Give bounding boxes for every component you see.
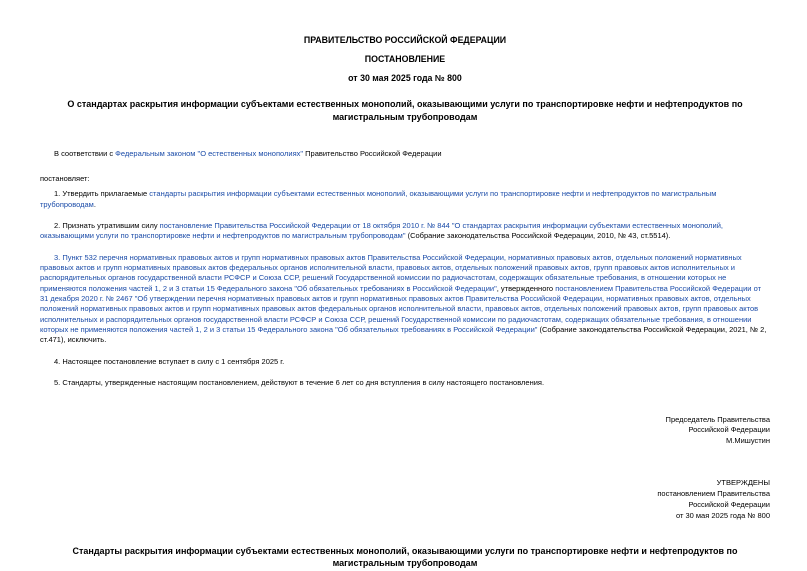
item-3-text-middle: , утвержденного — [496, 283, 556, 293]
item-1-paragraph — [40, 189, 770, 210]
intro-paragraph — [40, 149, 770, 159]
signature-country: Российской Федерации — [688, 425, 770, 435]
item-3-text-after: (Собрание законодательства Российской Федерации, 2021, № 2, ст.471), исключить. — [40, 325, 767, 345]
item-2-text-before: 2. Признать утратившим силу — [54, 221, 160, 231]
standards-link[interactable]: стандарты раскрытия информации субъектами естественных монополий, оказывающими услуги по транспортировке нефти и нефтепродуктов по магистральным трубопроводам — [40, 189, 717, 209]
doc-subject-title: О стандартах раскрытия информации субъектами естественных монополий, оказывающими услуги по транспортировке нефти и нефтепродуктов по магистральным трубопроводам — [67, 99, 743, 122]
approval-stamp-block — [40, 478, 770, 522]
resolution-2467-link[interactable]: постановлением Правительства Российской Федерации от 31 декабря 2020 г. № 2467 "Об утверждении перечня нормативных правовых актов и групп нормативных правовых актов Правительства Российской Федерации, нормативных правовых актов, отдельных положений нормативных правовых актов и групп нормативных правовых актов федеральных органов исполнительной власти, правовых актов, отдельных положений правовых актов, групп правовых актов исполнительных и распорядительных органов государственной власти РСФСР и Союза ССР, решений Государственной комиссии по радиочастотам, содержащих обязательные требования, в отношении которых не применяются положения частей 1, 2 и 3 статьи 15 Федерального закона "Об обязательных требованиях в Российской Федерации" — [40, 283, 762, 335]
postanovlyaet-text: постановляет: — [40, 174, 90, 183]
signature-block — [40, 415, 770, 448]
document-page — [40, 34, 770, 569]
approved-label: УТВЕРЖДЕНЫ — [716, 478, 770, 488]
item-4-paragraph: 4. Настоящее постановление вступает в силу с 1 сентября 2025 г. — [54, 356, 285, 366]
item-1-text-after: . — [93, 199, 96, 209]
federal-law-link[interactable]: Федеральным законом "О естественных монополиях" — [115, 148, 304, 158]
item-2-paragraph — [40, 221, 770, 242]
doc-date-number: от 30 мая 2025 года № 800 — [348, 73, 462, 84]
clause-532-link[interactable]: 3. Пункт 532 перечня нормативных правовых актов и групп нормативных правовых актов Правительства Российской Федерации, нормативных правовых актов, отдельных положений нормативных правовых актов и групп нормативных правовых актов федеральных органов исполнительной власти, правовых актов, отдельных положений правовых актов, групп правовых актов исполнительных и распорядительных органов государственной власти РСФСР и Союза ССР, решений Государственной комиссии по радиочастотам, содержащих обязательные требования, в отношении которых не применяются положения частей 1, 2 и 3 статьи 15 Федерального закона "Об обязательных требованиях в Российской Федерации" — [40, 252, 742, 293]
signature-position: Председатель Правительства — [665, 414, 770, 424]
signature-name: М.Мишустин — [726, 436, 770, 446]
intro-text-before: В соответствии с — [54, 148, 116, 158]
approved-country: Российской Федерации — [688, 499, 770, 509]
doc-type-heading: ПОСТАНОВЛЕНИЕ — [364, 54, 446, 65]
resolution-844-link[interactable]: постановление Правительства Российской Федерации от 18 октября 2010 г. № 844 "О стандартах раскрытия информации субъектами естественных монополий, оказывающими услуги по транспортировке нефти и нефтепродуктов по магистральным трубопроводам" — [40, 221, 723, 241]
item-5-paragraph: 5. Стандарты, утвержденные настоящим постановлением, действуют в течение 6 лет со дня вступления в силу настоящего постановления. — [54, 378, 545, 388]
standards-section-title: Стандарты раскрытия информации субъектами естественных монополий, оказывающими услуги по транспортировке нефти и нефтепродуктов по магистральным трубопроводам — [72, 545, 738, 568]
authority-heading: ПРАВИТЕЛЬСТВО РОССИЙСКОЙ ФЕДЕРАЦИИ — [303, 35, 507, 45]
item-2-text-after: (Собрание законодательства Российской Федерации, 2010, № 43, ст.5514). — [405, 231, 671, 241]
intro-text-after: Правительство Российской Федерации — [303, 148, 442, 158]
approved-date: от 30 мая 2025 года № 800 — [675, 510, 770, 520]
item-3-paragraph — [40, 253, 770, 346]
item-1-text-before: 1. Утвердить прилагаемые — [54, 189, 150, 199]
approved-by: постановлением Правительства — [657, 489, 770, 498]
